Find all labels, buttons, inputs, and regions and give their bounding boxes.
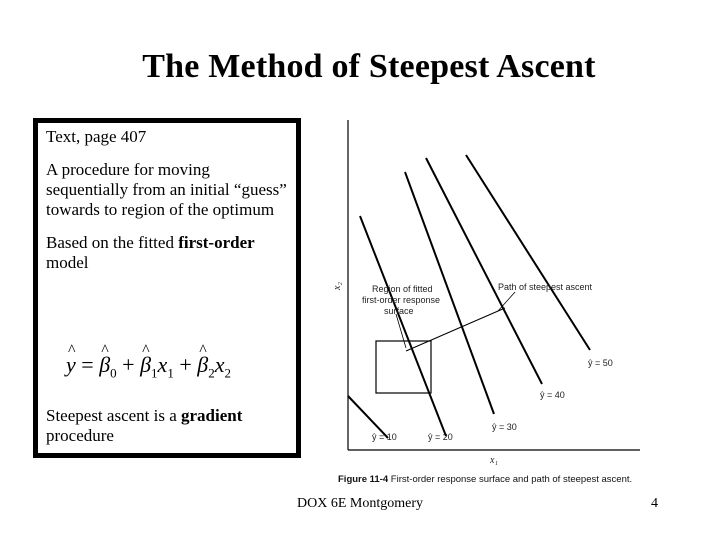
eq-x1: x (157, 352, 168, 377)
contour-line-40 (426, 158, 542, 384)
region-label-2: first-order response (362, 295, 441, 305)
steepest-ascent-path (406, 308, 505, 351)
caption-text: First-order response surface and path of steepest ascent. (388, 474, 633, 485)
region-label-1: Region of fitted (372, 284, 433, 294)
contour-label-10: ŷ = 10 (372, 432, 397, 442)
footer-source: DOX 6E Montgomery (297, 496, 423, 511)
eq-x2: x (214, 352, 225, 377)
model-description (46, 233, 290, 273)
eq-beta1: ^ β (140, 355, 151, 375)
text-reference: Text, page 407 (46, 127, 147, 146)
model-text-pre: Based on the fitted (46, 233, 179, 252)
slide-title: The Method of Steepest Ascent (142, 48, 596, 85)
gradient-text-pre: Steepest ascent is a (46, 406, 182, 425)
eq-x1-sub: 1 (167, 365, 174, 381)
eq-plus-2: + (179, 352, 192, 377)
procedure-description: A procedure for moving sequentially from an initial “guess” towards to region of the optimum (46, 160, 287, 219)
path-label: Path of steepest ascent (498, 282, 593, 292)
region-label-3: surface (384, 306, 414, 316)
x1-axis-label: x₁ (490, 455, 498, 466)
eq-x2-sub: 2 (224, 365, 231, 381)
eq-plus-1: + (122, 352, 135, 377)
model-text-bold: first-order (178, 233, 255, 252)
text-box (33, 118, 301, 458)
eq-beta0: ^ β (99, 355, 110, 375)
gradient-text-bold: gradient (181, 406, 243, 425)
contour-label-20: ŷ = 20 (428, 432, 453, 442)
eq-yhat: ^ y (66, 355, 76, 375)
eq-beta0-sub: 0 (110, 365, 117, 381)
eq-equals: = (81, 352, 94, 377)
eq-beta1-sub: 1 (151, 365, 158, 381)
gradient-text-post: procedure (46, 426, 114, 445)
fitted-region-box (376, 341, 431, 393)
caption-figure-number: Figure 11-4 (338, 474, 389, 485)
page-number: 4 (651, 496, 658, 511)
contour-label-50: ŷ = 50 (588, 358, 613, 368)
steepest-ascent-diagram (310, 118, 650, 468)
contour-line-50 (466, 155, 590, 350)
contour-label-40: ŷ = 40 (540, 390, 565, 400)
eq-beta2: ^ β (197, 355, 208, 375)
model-text-post: model (46, 253, 89, 272)
contour-label-30: ŷ = 30 (492, 422, 517, 432)
first-order-equation (66, 352, 231, 383)
x2-axis-label: x₂ (332, 282, 343, 290)
eq-beta2-sub: 2 (208, 365, 215, 381)
figure-caption (338, 474, 632, 485)
gradient-description (46, 406, 242, 446)
